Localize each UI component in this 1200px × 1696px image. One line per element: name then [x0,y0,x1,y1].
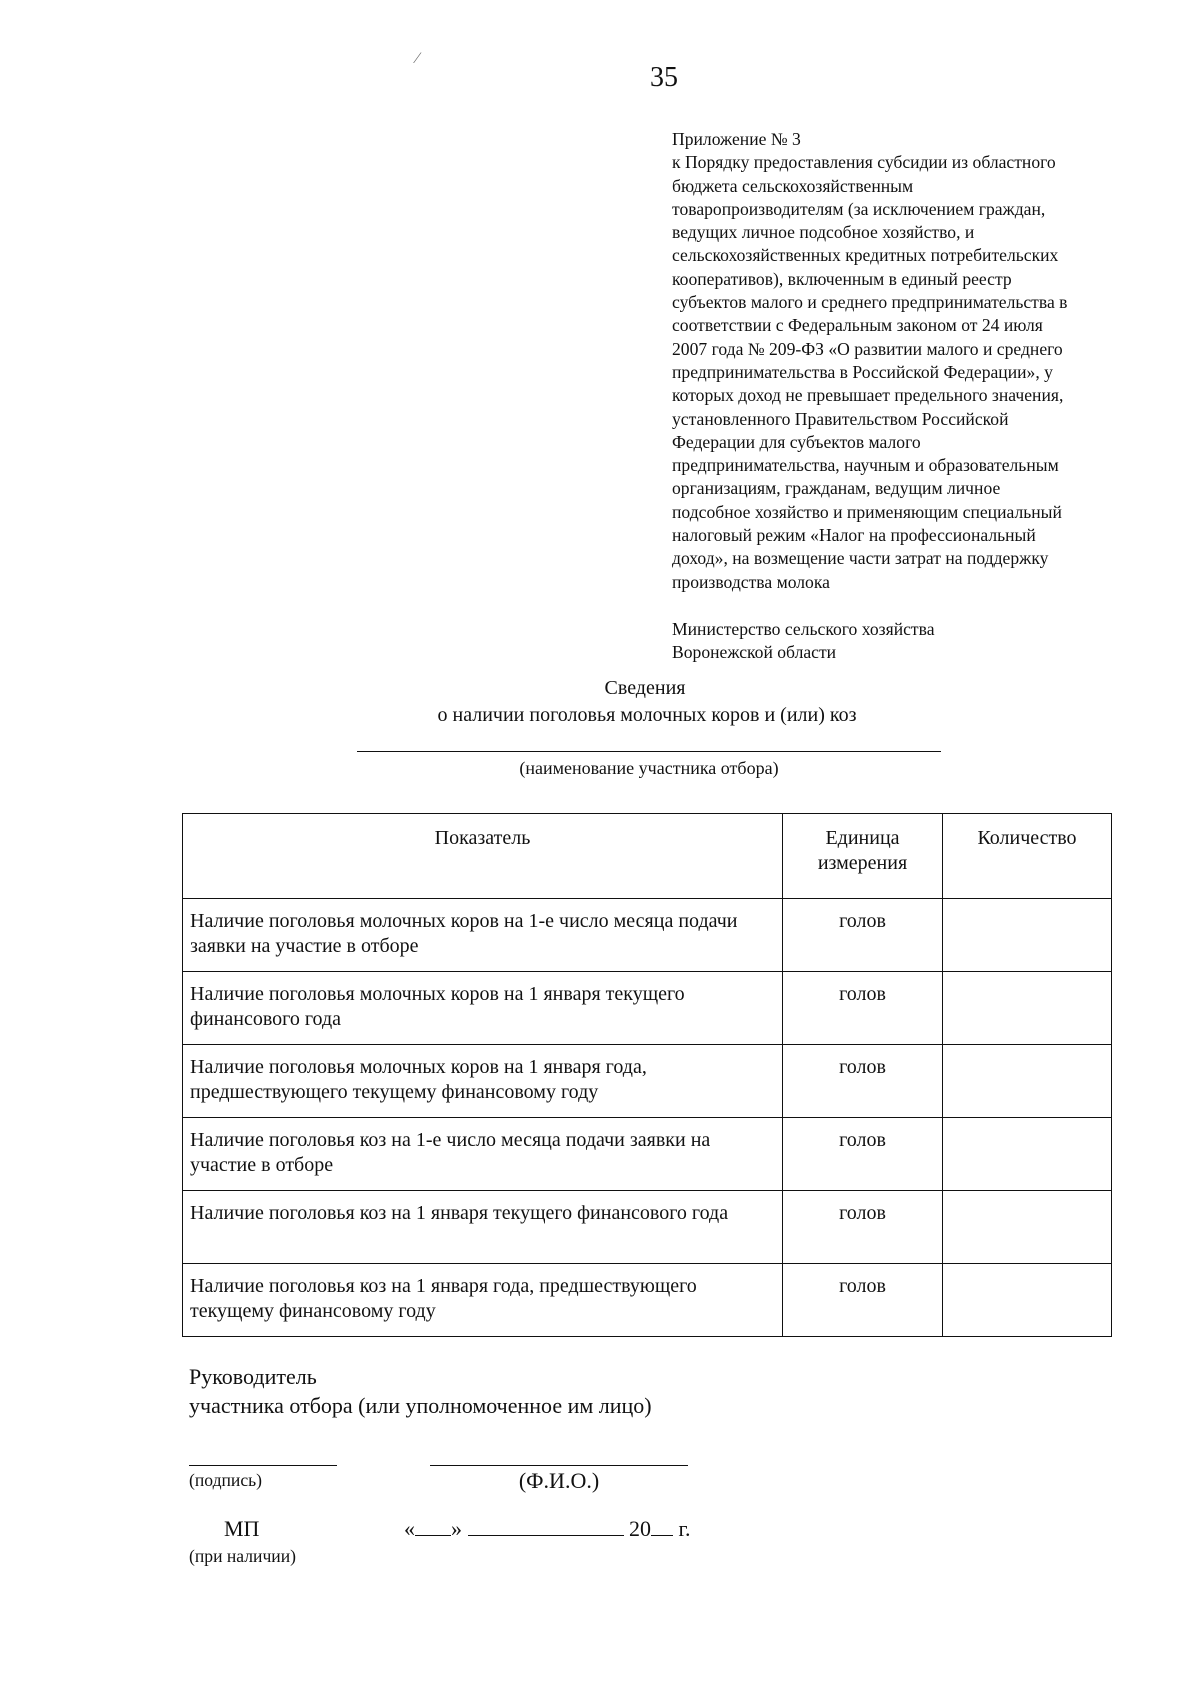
appendix-line: Приложение № 3 [672,129,801,149]
appendix-line: ведущих личное подсобное хозяйство, и [672,222,975,243]
row-indicator: Наличие поголовья молочных коров на 1-е число месяца подачи заявки на участие в отборе [183,899,783,972]
addressee-line-2: Воронежской области [672,642,837,663]
header-unit [783,814,943,899]
appendix-line: кооперативов), включенным в единый реестр [672,268,1012,289]
date-year-prefix: 20 [629,1516,651,1541]
row-indicator: Наличие поголовья молочных коров на 1 января текущего финансового года [183,972,783,1045]
appendix-line: 2007 года № 209-ФЗ «О развитии малого и среднего [672,338,1063,359]
row-quantity-cell[interactable] [943,899,1112,972]
appendix-line: производства молока [672,571,830,592]
appendix-line: организациям, гражданам, ведущим личное [672,478,1001,499]
scan-mark: ⁄ [416,50,419,67]
header-quantity: Количество [943,814,1112,899]
date-month-blank[interactable] [468,1517,624,1536]
fio-caption: (Ф.И.О.) [518,1468,600,1493]
table-row [183,899,1112,972]
appendix-line: установленного Правительством Российской [672,408,1009,429]
row-unit: голов [783,1045,943,1118]
appendix-line: предпринимательства в Российской Федерации», у [672,361,1053,382]
page-number: 35 [650,62,678,93]
appendix-line: которых доход не превышает предельного значения, [672,385,1064,406]
date-year-suffix: г. [678,1516,691,1541]
signatory-subtitle: участника отбора (или уполномоченное им лицо) [189,1393,652,1418]
participant-name-caption: (наименование участника отбора) [519,758,779,778]
appendix-header [672,128,1142,594]
date-day-blank[interactable] [415,1517,451,1536]
row-quantity-cell[interactable] [943,1118,1112,1191]
signatory-title: Руководитель [189,1364,317,1389]
appendix-line: предпринимательства, научным и образовательным [672,455,1059,476]
document-title: Сведения [604,677,686,699]
fio-line[interactable] [430,1465,688,1466]
appendix-line: бюджета сельскохозяйственным [672,175,914,196]
stamp-label: МП [224,1516,260,1541]
row-quantity-cell[interactable] [943,1045,1112,1118]
table-header-row [183,814,1112,899]
date-close-quote: » [451,1516,462,1541]
appendix-line: субъектов малого и среднего предпринимательства в [672,292,1068,313]
appendix-line: сельскохозяйственных кредитных потребительских [672,245,1059,266]
row-indicator: Наличие поголовья молочных коров на 1 января года, предшествующего текущему финансовому году [183,1045,783,1118]
date-line [404,1516,691,1542]
appendix-line: к Порядку предоставления субсидии из областного [672,152,1056,173]
row-indicator: Наличие поголовья коз на 1 января текущего финансового года [183,1191,783,1264]
row-quantity-cell[interactable] [943,1191,1112,1264]
date-year-blank[interactable] [651,1517,673,1536]
livestock-table [182,813,1112,1337]
table-row [183,972,1112,1045]
stamp-note: (при наличии) [189,1546,296,1566]
row-unit: голов [783,972,943,1045]
row-unit: голов [783,1191,943,1264]
row-indicator: Наличие поголовья коз на 1 января года, предшествующего текущему финансовому году [183,1264,783,1337]
signature-caption: (подпись) [189,1470,263,1490]
row-unit: голов [783,1118,943,1191]
appendix-line: товаропроизводителям (за исключением граждан, [672,198,1046,219]
row-unit: голов [783,899,943,972]
appendix-line: соответствии с Федеральным законом от 24 июля [672,315,1043,336]
appendix-line: Федерации для субъектов малого [672,431,921,452]
table-row [183,1264,1112,1337]
document-subtitle: о наличии поголовья молочных коров и (или) коз [437,704,857,726]
row-indicator: Наличие поголовья коз на 1-е число месяца подачи заявки на участие в отборе [183,1118,783,1191]
addressee-line-1: Министерство сельского хозяйства [672,619,935,639]
date-open-quote: « [404,1516,415,1541]
table-row [183,1118,1112,1191]
header-unit-line-2: измерения [817,852,908,874]
appendix-line: налоговый режим «Налог на профессиональный [672,525,1036,546]
appendix-line: доход», на возмещение части затрат на поддержку [672,548,1049,569]
row-quantity-cell[interactable] [943,1264,1112,1337]
row-quantity-cell[interactable] [943,972,1112,1045]
appendix-line: подсобное хозяйство и применяющим специальный [672,501,1062,522]
row-unit: голов [783,1264,943,1337]
header-unit-line-1: Единица [825,827,900,849]
table-row [183,1045,1112,1118]
table-row [183,1191,1112,1264]
addressee [672,618,935,665]
signature-line[interactable] [189,1465,337,1466]
participant-name-line[interactable] [357,751,941,752]
header-indicator: Показатель [183,814,783,899]
